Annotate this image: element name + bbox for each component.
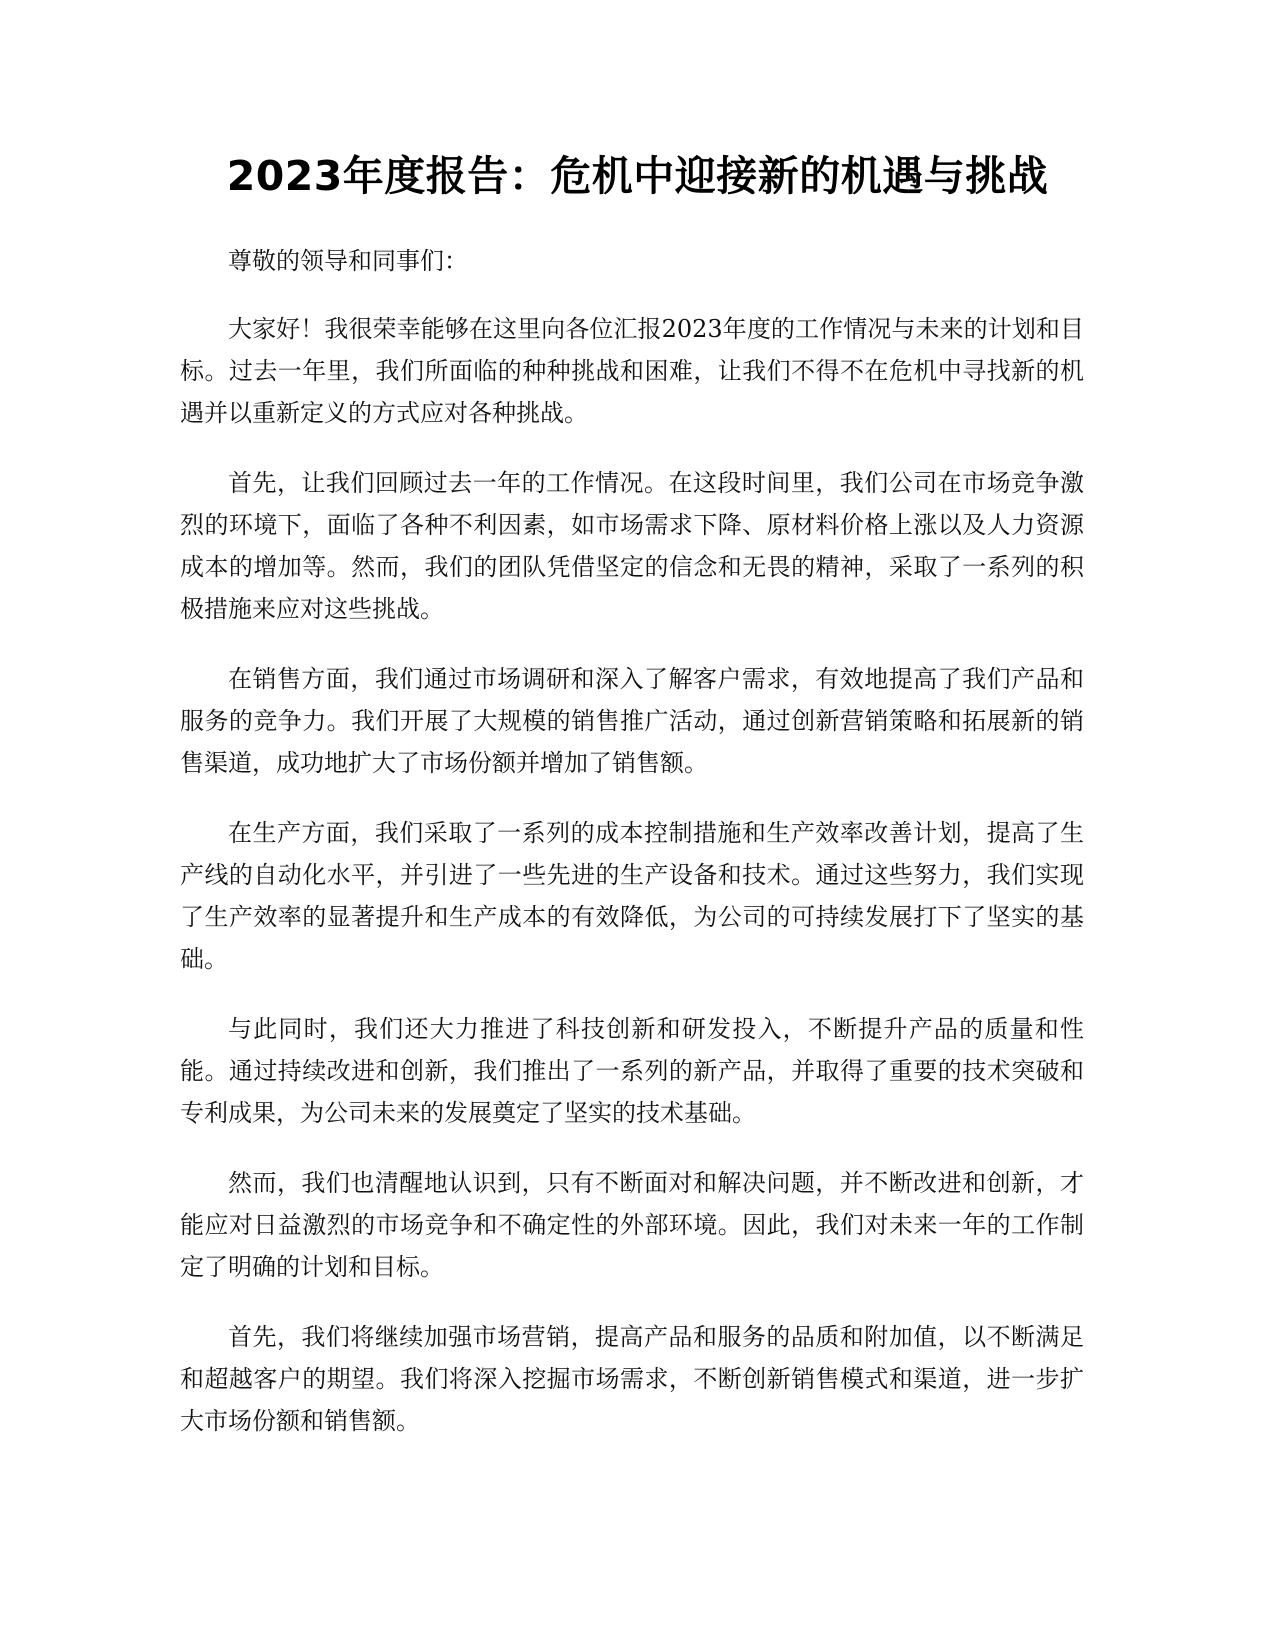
page-title: 2023年度报告：危机中迎接新的机遇与挑战 bbox=[226, 152, 1049, 200]
body-paragraph-2: 首先，让我们回顾过去一年的工作情况。在这段时间里，我们公司在市场竞争激烈的环境下，面临了各种不利因素，如市场需求下降、原材料价格上涨以及人力资源成本的增加等。然而，我们的团队凭借坚定的信念和无畏的精神，采取了一系列的积极措施来应对这些挑战。 bbox=[180, 469, 1084, 623]
body-paragraph-7: 首先，我们将继续加强市场营销，提高产品和服务的品质和附加值，以不断满足和超越客户的期望。我们将深入挖掘市场需求，不断创新销售模式和渠道，进一步扩大市场份额和销售额。 bbox=[180, 1323, 1084, 1435]
body-paragraph-6: 然而，我们也清醒地认识到，只有不断面对和解决问题，并不断改进和创新，才能应对日益激烈的市场竞争和不确定性的外部环境。因此，我们对未来一年的工作制定了明确的计划和目标。 bbox=[180, 1169, 1084, 1281]
document-body bbox=[180, 240, 1084, 1470]
salutation: 尊敬的领导和同事们： bbox=[228, 247, 468, 275]
body-paragraph-4: 在生产方面，我们采取了一系列的成本控制措施和生产效率改善计划，提高了生产线的自动化水平，并引进了一些先进的生产设备和技术。通过这些努力，我们实现了生产效率的显著提升和生产成本的有效降低，为公司的可持续发展打下了坚实的基础。 bbox=[180, 819, 1084, 973]
body-paragraph-5: 与此同时，我们还大力推进了科技创新和研发投入，不断提升产品的质量和性能。通过持续改进和创新，我们推出了一系列的新产品，并取得了重要的技术突破和专利成果，为公司未来的发展奠定了坚实的技术基础。 bbox=[180, 1015, 1084, 1127]
body-paragraph-1: 大家好！我很荣幸能够在这里向各位汇报2023年度的工作情况与未来的计划和目标。过去一年里，我们所面临的种种挑战和困难，让我们不得不在危机中寻找新的机遇并以重新定义的方式应对各种挑战。 bbox=[180, 315, 1084, 427]
body-paragraph-3: 在销售方面，我们通过市场调研和深入了解客户需求，有效地提高了我们产品和服务的竞争力。我们开展了大规模的销售推广活动，通过创新营销策略和拓展新的销售渠道，成功地扩大了市场份额并增加了销售额。 bbox=[180, 665, 1084, 777]
